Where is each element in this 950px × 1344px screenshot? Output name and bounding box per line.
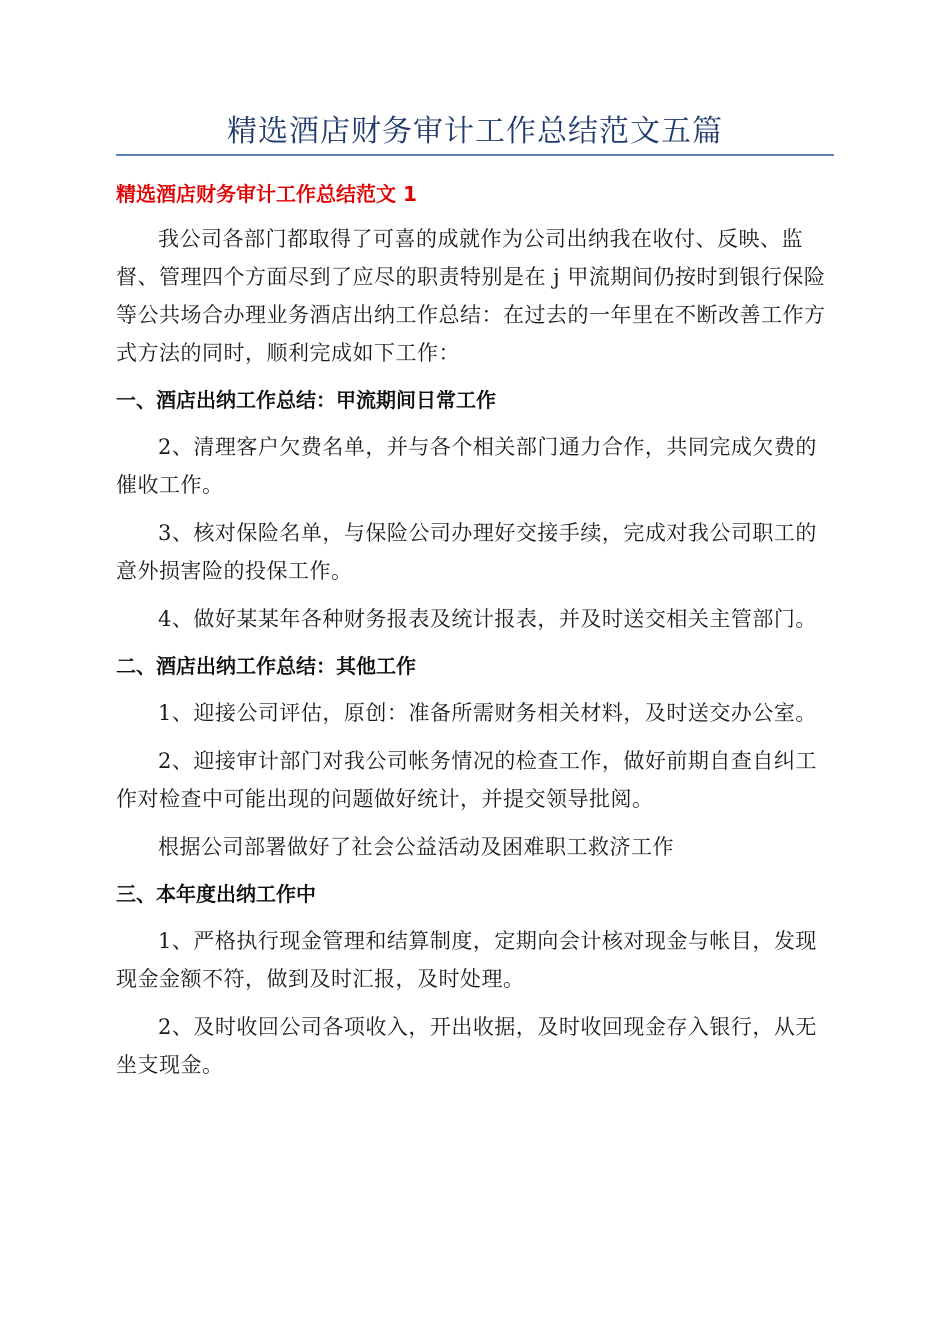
paragraph-item: 2、及时收回公司各项收入，开出收据，及时收回现金存入银行，从无坐支现金。: [116, 1015, 817, 1077]
title-underline: [116, 154, 834, 156]
paragraph-item: 1、迎接公司评估，原创：准备所需财务相关材料，及时送交办公室。: [158, 701, 817, 725]
heading-daily-work: 一、酒店出纳工作总结：甲流期间日常工作: [116, 388, 496, 412]
document-body: [116, 176, 834, 1094]
paragraph-item: 4、做好某某年各种财务报表及统计报表，并及时送交相关主管部门。: [158, 607, 817, 631]
heading-annual-work: 三、本年度出纳工作中: [116, 882, 316, 906]
section-title: 精选酒店财务审计工作总结范文 1: [116, 182, 417, 206]
paragraph-item: 2、迎接审计部门对我公司帐务情况的检查工作，做好前期自查自纠工作对检查中可能出现的问题做好统计，并提交领导批阅。: [116, 749, 817, 811]
document-title: 精选酒店财务审计工作总结范文五篇: [227, 114, 723, 149]
heading-other-work: 二、酒店出纳工作总结：其他工作: [116, 654, 416, 678]
intro-paragraph: 我公司各部门都取得了可喜的成就作为公司出纳我在收付、反映、监督、管理四个方面尽到了应尽的职责特别是在 j 甲流期间仍按时到银行保险等公共场合办理业务酒店出纳工作总结：在过去的一年里在不断改善工作方式方法的同时，顺利完成如下工作：: [116, 227, 826, 365]
paragraph-item: 根据公司部署做好了社会公益活动及困难职工救济工作: [158, 835, 674, 859]
paragraph-item: 3、核对保险名单，与保险公司办理好交接手续，完成对我公司职工的意外损害险的投保工作。: [116, 521, 817, 583]
paragraph-item: 1、严格执行现金管理和结算制度，定期向会计核对现金与帐目，发现现金金额不符，做到及时汇报，及时处理。: [116, 929, 817, 991]
paragraph-item: 2、清理客户欠费名单，并与各个相关部门通力合作，共同完成欠费的催收工作。: [116, 435, 817, 497]
